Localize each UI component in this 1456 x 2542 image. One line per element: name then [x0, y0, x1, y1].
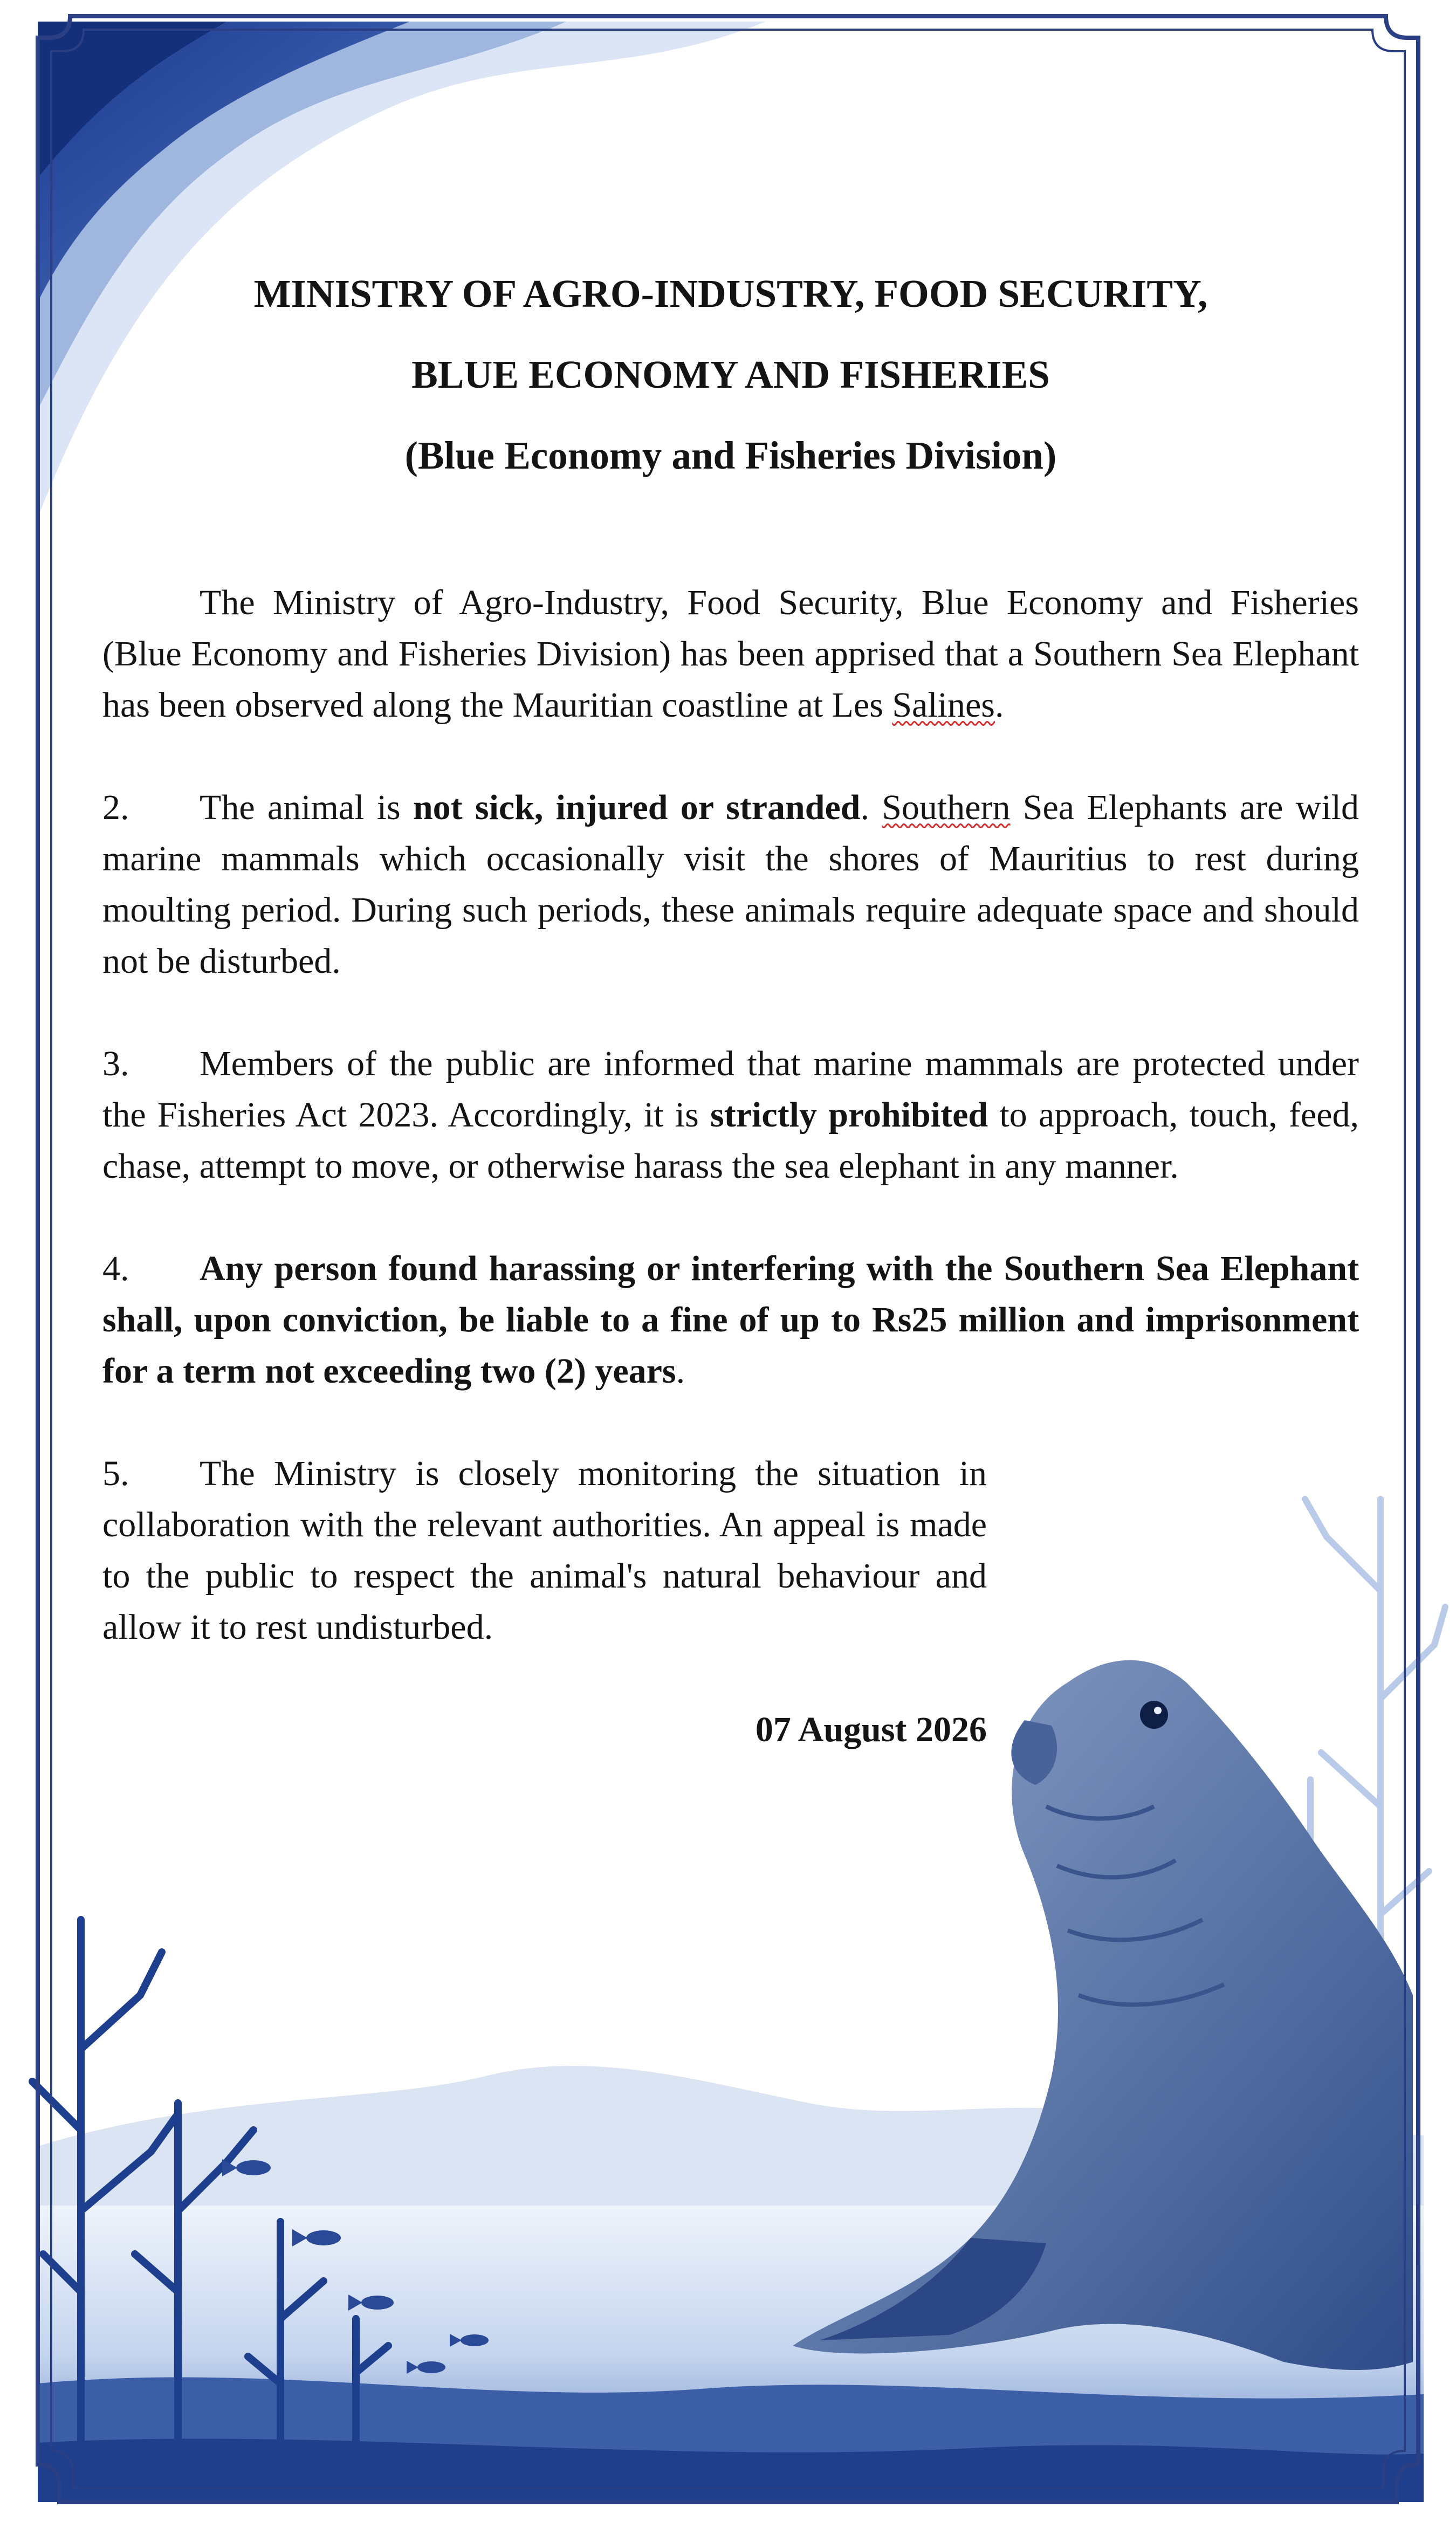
paragraph-1-place-name: Salines — [892, 685, 995, 725]
paragraph-4 — [102, 1243, 1359, 1397]
paragraph-3-text-a: Members of the public are informed that marine mammals are protected under the Fisheries Act 2023. Accordingly, it is — [102, 1044, 1359, 1135]
paragraph-2-text-a: The animal is — [200, 788, 413, 827]
paragraph-4-bold: Any person found harassing or interfering with the Southern Sea Elephant shall, upon conviction, be liable to a fine of up to Rs25 million and imprisonment for a term not exceeding two (2) years — [102, 1249, 1359, 1391]
division-subtitle: (Blue Economy and Fisheries Division) — [404, 434, 1057, 477]
communique-date: 07 August 2026 — [755, 1710, 987, 1749]
paragraph-3-text-b: to approach, touch, feed, chase, attempt to move, or otherwise harass the sea elephant in any manner. — [102, 1095, 1359, 1186]
paragraph-2 — [102, 782, 1359, 987]
press-communique — [102, 253, 1359, 1755]
paragraph-3-number: 3. — [102, 1044, 129, 1083]
paragraph-2-spellcheck-word: Southern — [882, 788, 1011, 827]
paragraph-2-number: 2. — [102, 788, 129, 827]
paragraph-5-text: The Ministry is closely monitoring the situation in collaboration with the relevant authorities. An appeal is made to the public to respect the animal's natural behaviour and allow it to rest undisturbed. — [102, 1454, 987, 1647]
ministry-title-line1: MINISTRY OF AGRO-INDUSTRY, FOOD SECURITY, — [253, 272, 1208, 315]
paragraph-1 — [102, 577, 1359, 731]
paragraph-2-text-c: Sea Elephants are wild marine mammals which occasionally visit the shores of Mauritius to rest during moulting period. During such periods, these animals require adequate space and should not be disturbed. — [102, 788, 1359, 981]
ministry-title-line2: BLUE ECONOMY AND FISHERIES — [411, 353, 1050, 396]
paragraph-4-period: . — [676, 1351, 685, 1391]
paragraph-3 — [102, 1038, 1359, 1192]
paragraph-5 — [102, 1448, 987, 1653]
paragraph-1-period: . — [995, 685, 1004, 725]
paragraph-2-bold: not sick, injured or stranded — [413, 788, 861, 827]
paragraph-1-text: The Ministry of Agro-Industry, Food Security, Blue Economy and Fisheries (Blue Economy and Fisheries Division) has been apprised that a Southern Sea Elephant has been observed along the Mauritian coastline at Les — [102, 583, 1359, 725]
paragraph-4-number: 4. — [102, 1249, 129, 1288]
paragraph-3-bold: strictly prohibited — [710, 1095, 988, 1135]
paragraph-5-number: 5. — [102, 1454, 129, 1493]
paragraph-2-text-b: . — [860, 788, 882, 827]
